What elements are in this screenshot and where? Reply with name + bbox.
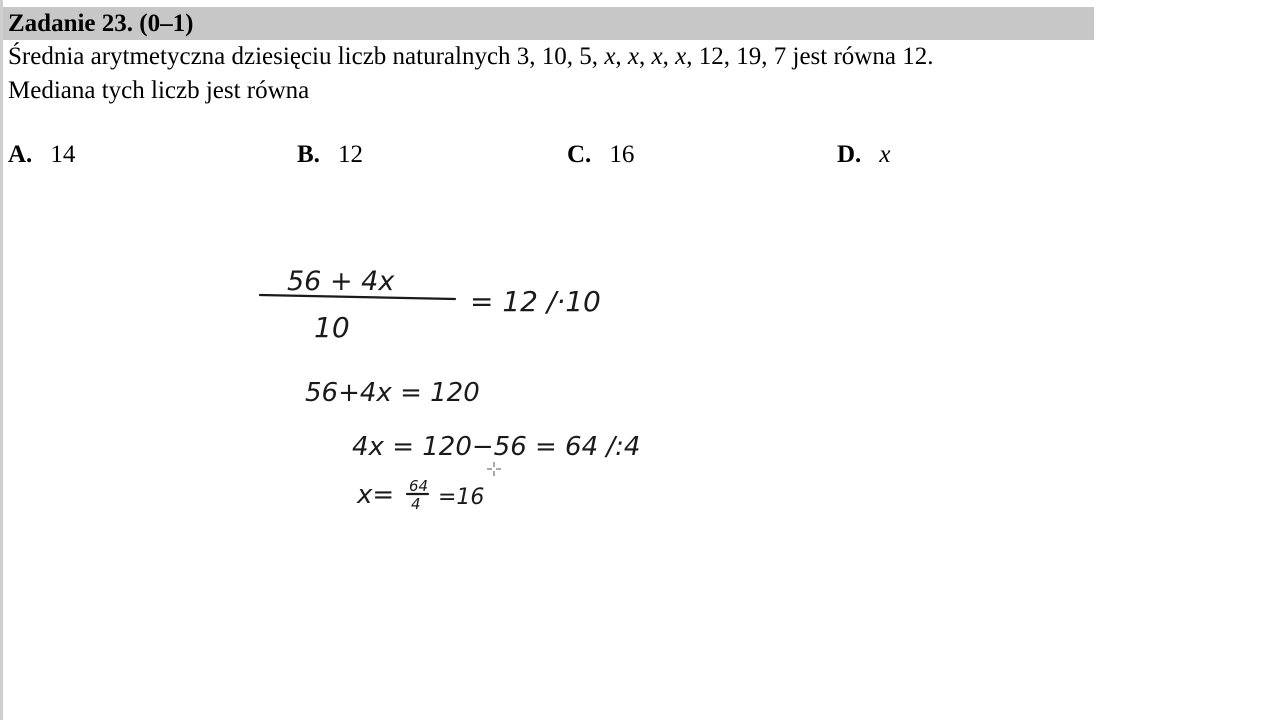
variable-x: x	[627, 43, 640, 70]
answer-letter: B.	[297, 141, 320, 168]
hw-fraction-numerator: 56 + 4x	[287, 266, 395, 297]
answer-letter: A.	[8, 141, 33, 168]
answer-value: x	[879, 141, 891, 168]
question-line-1-start: Średnia arytmetyczna dziesięciu liczb naturalnych 3, 10, 5,	[8, 43, 605, 70]
answer-value: 14	[50, 141, 76, 168]
variable-x: x	[604, 43, 616, 70]
separator: ,	[662, 43, 676, 70]
hw-equation-line-3: 4x = 120−56 = 64 /:4	[352, 432, 641, 462]
hw-result-denominator: 4	[411, 495, 421, 513]
answer-value: 16	[609, 141, 635, 168]
answer-letter: C.	[567, 141, 592, 168]
hw-result-rhs: =16	[438, 485, 485, 510]
answer-value: 12	[337, 141, 363, 168]
hw-result-numerator: 64	[409, 477, 429, 495]
separator: ,	[615, 43, 628, 70]
variable-x: x	[651, 43, 663, 70]
question-line-2: Mediana tych liczb jest równa	[8, 77, 310, 104]
question-line-1-end: , 12, 19, 7 jest równa 12.	[686, 43, 934, 70]
answer-letter: D.	[837, 141, 862, 168]
hw-equation-line-2: 56+4x = 120	[305, 378, 480, 408]
hw-fraction-denominator: 10	[314, 311, 350, 344]
hw-result-lhs: x=	[357, 480, 395, 510]
task-title: Zadanie 23. (0–1)	[8, 10, 194, 37]
crosshair-cursor-icon	[487, 462, 501, 476]
separator: ,	[639, 43, 652, 70]
hw-fraction-rhs: = 12 /·10	[470, 285, 601, 318]
variable-x: x	[675, 43, 687, 70]
